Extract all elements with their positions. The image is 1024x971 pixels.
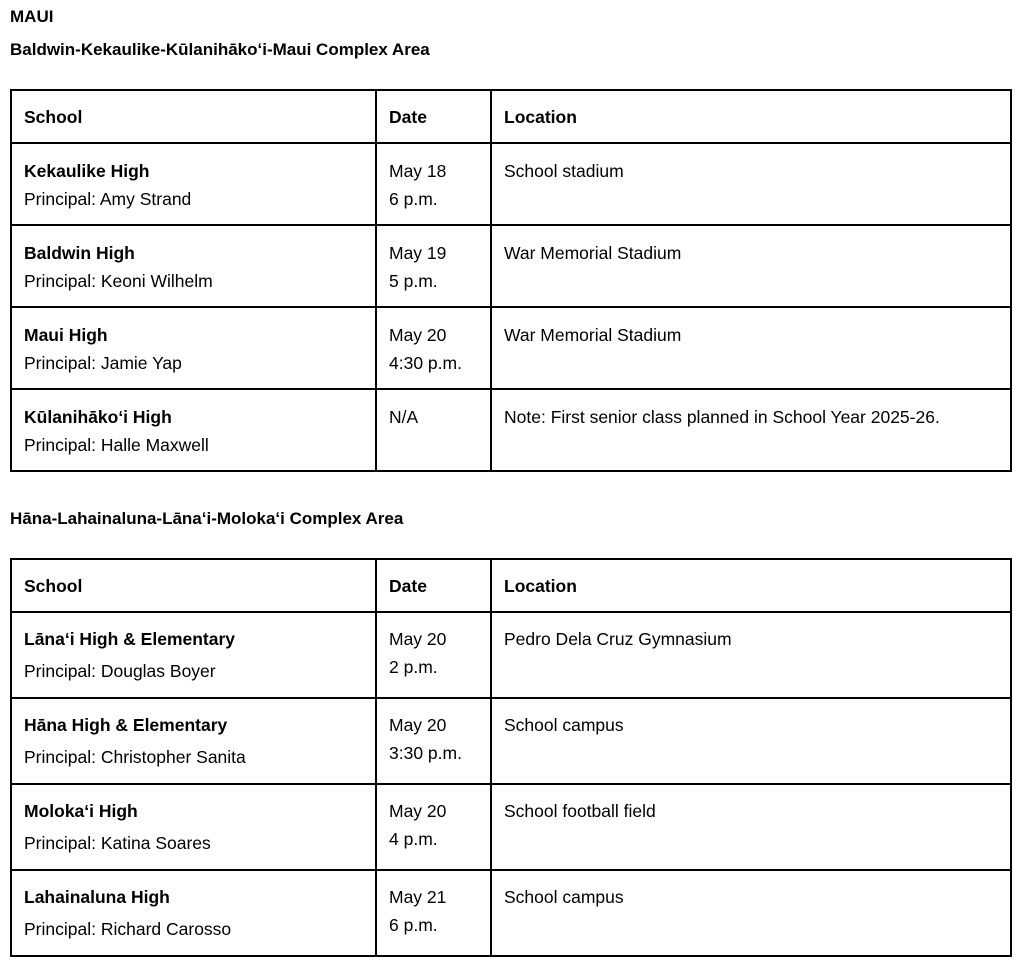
column-header-school: School: [11, 90, 376, 143]
principal-name: Principal: Christopher Sanita: [24, 747, 246, 767]
school-name: Lahainaluna High: [24, 887, 170, 907]
ceremony-time: 3:30 p.m.: [389, 743, 462, 763]
table-row: [11, 143, 1011, 225]
ceremony-time: 4 p.m.: [389, 829, 438, 849]
location-cell: Note: First senior class planned in School Year 2025-26.: [491, 389, 1011, 471]
column-header-location: Location: [491, 559, 1011, 612]
date-cell: [376, 612, 491, 698]
date-cell: [376, 307, 491, 389]
table-header-row: [11, 559, 1011, 612]
principal-name: Principal: Halle Maxwell: [24, 435, 209, 455]
ceremony-date: May 19: [389, 243, 447, 263]
ceremony-date: May 21: [389, 887, 447, 907]
ceremony-time: 2 p.m.: [389, 657, 438, 677]
graduation-schedule-table: [10, 89, 1012, 472]
location-cell: Pedro Dela Cruz Gymnasium: [491, 612, 1011, 698]
school-cell: [11, 870, 376, 956]
ceremony-time: 6 p.m.: [389, 915, 438, 935]
ceremony-date: May 18: [389, 161, 447, 181]
principal-name: Principal: Richard Carosso: [24, 919, 232, 939]
principal-name: Principal: Douglas Boyer: [24, 661, 216, 681]
ceremony-date: May 20: [389, 801, 447, 821]
school-cell: [11, 225, 376, 307]
school-cell: [11, 389, 376, 471]
school-cell: [11, 143, 376, 225]
principal-name: Principal: Keoni Wilhelm: [24, 271, 213, 291]
table-header-row: [11, 90, 1011, 143]
date-cell: [376, 870, 491, 956]
school-name: Molokaʻi High: [24, 801, 138, 821]
date-cell: [376, 389, 491, 471]
school-cell: [11, 784, 376, 870]
school-name: Lānaʻi High & Elementary: [24, 629, 236, 649]
table-row: [11, 225, 1011, 307]
complex-area-title: Hāna-Lahainaluna-Lānaʻi-Molokaʻi Complex Area: [10, 509, 404, 528]
school-name: Kekaulike High: [24, 161, 150, 181]
ceremony-date: May 20: [389, 629, 447, 649]
region-title: MAUI: [10, 7, 54, 26]
school-name: Kūlanihākoʻi High: [24, 407, 172, 427]
location-cell: War Memorial Stadium: [491, 307, 1011, 389]
column-header-date: Date: [376, 90, 491, 143]
column-header-date: Date: [376, 559, 491, 612]
table-row: [11, 307, 1011, 389]
principal-name: Principal: Amy Strand: [24, 189, 192, 209]
ceremony-date: N/A: [389, 407, 419, 427]
ceremony-date: May 20: [389, 715, 447, 735]
ceremony-time: 4:30 p.m.: [389, 353, 462, 373]
ceremony-date: May 20: [389, 325, 447, 345]
graduation-schedule-table: [10, 558, 1012, 957]
date-cell: [376, 225, 491, 307]
school-name: Hāna High & Elementary: [24, 715, 228, 735]
location-cell: School football field: [491, 784, 1011, 870]
date-cell: [376, 698, 491, 784]
column-header-location: Location: [491, 90, 1011, 143]
ceremony-time: 6 p.m.: [389, 189, 438, 209]
school-cell: [11, 698, 376, 784]
location-cell: School campus: [491, 698, 1011, 784]
location-cell: School campus: [491, 870, 1011, 956]
school-cell: [11, 612, 376, 698]
ceremony-time: 5 p.m.: [389, 271, 438, 291]
principal-name: Principal: Katina Soares: [24, 833, 211, 853]
school-cell: [11, 307, 376, 389]
table-row: [11, 612, 1011, 698]
complex-area-title: Baldwin-Kekaulike-Kūlanihākoʻi-Maui Complex Area: [10, 40, 430, 59]
principal-name: Principal: Jamie Yap: [24, 353, 182, 373]
date-cell: [376, 784, 491, 870]
school-name: Baldwin High: [24, 243, 135, 263]
table-row: [11, 784, 1011, 870]
school-name: Maui High: [24, 325, 108, 345]
date-cell: [376, 143, 491, 225]
table-row: [11, 389, 1011, 471]
location-cell: School stadium: [491, 143, 1011, 225]
column-header-school: School: [11, 559, 376, 612]
table-row: [11, 698, 1011, 784]
location-cell: War Memorial Stadium: [491, 225, 1011, 307]
table-row: [11, 870, 1011, 956]
